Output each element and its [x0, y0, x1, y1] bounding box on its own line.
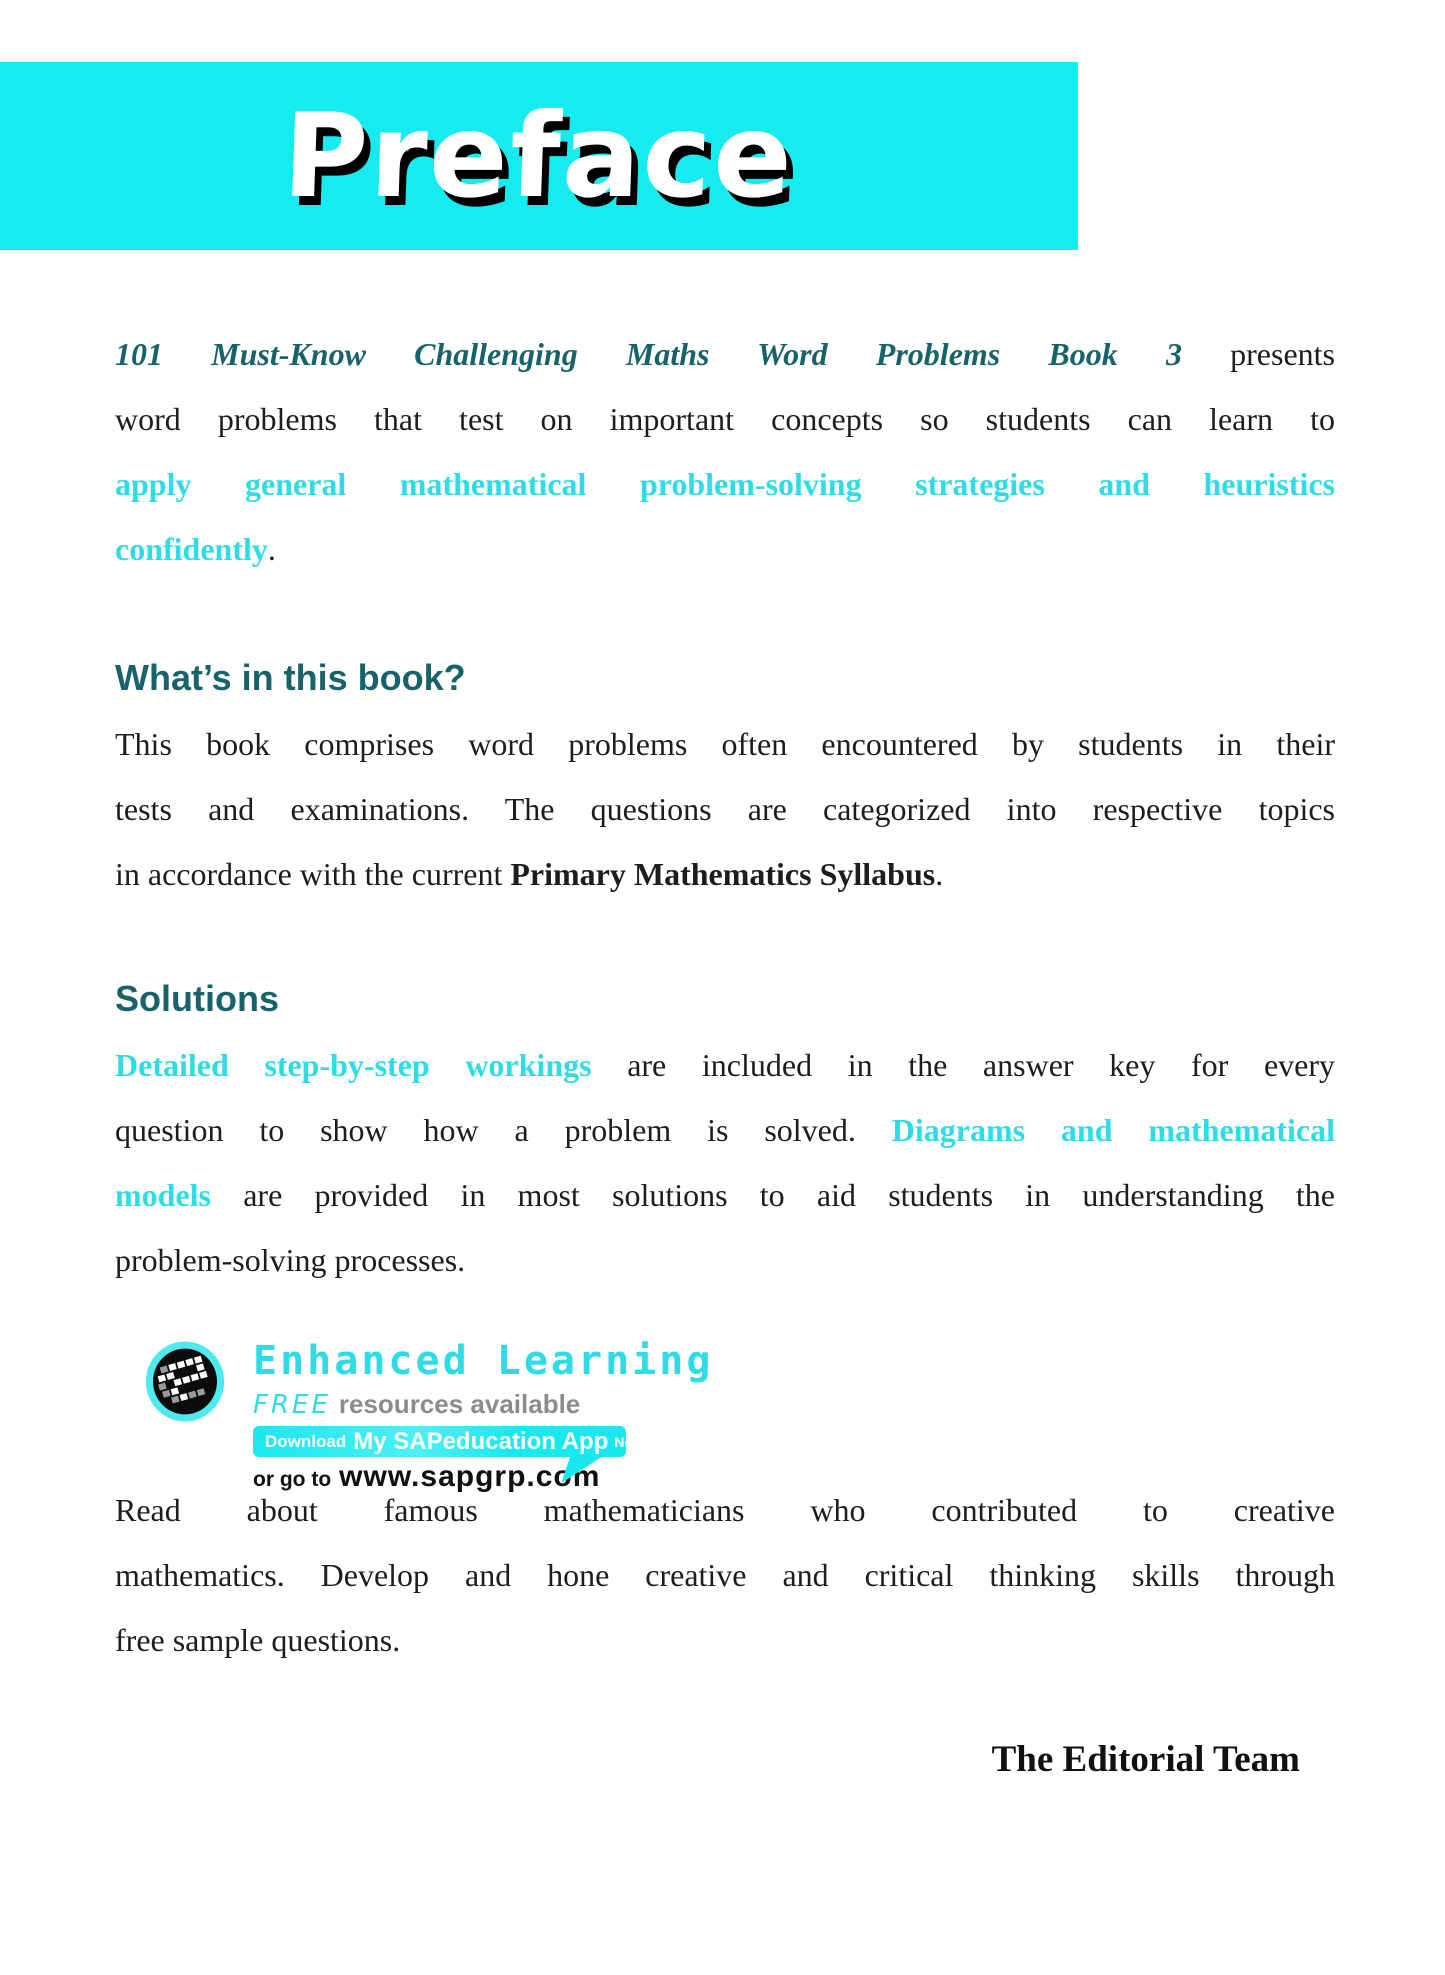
download-app-banner — [253, 1426, 649, 1457]
solutions-paragraph — [115, 1033, 1335, 1293]
outro-line-3-text: free sample questions. — [115, 1622, 401, 1658]
solutions-highlight-2: Diagrams and mathematical — [891, 1112, 1335, 1148]
resources-available-label: resources available — [338, 1389, 581, 1419]
or-go-to-label: or go to — [253, 1468, 332, 1491]
solutions-line-2-prefix: question to show how a problem is solved. — [115, 1112, 892, 1148]
intro-line-2-text: word problems that test on important concepts so students can learn to — [115, 401, 1335, 437]
outro-line-2 — [115, 1543, 1335, 1608]
whats-line-1 — [115, 712, 1335, 777]
book-title: 101 Must-Know Challenging Maths Word Problems Book 3 — [115, 336, 1182, 372]
intro-line-4-rest: . — [267, 531, 276, 567]
whats-line-2 — [115, 777, 1335, 842]
outro-paragraph — [115, 1478, 1335, 1673]
intro-paragraph — [115, 322, 1335, 582]
whats-line-1-text: This book comprises word problems often encountered by students in their — [115, 726, 1335, 762]
solutions-highlight-3: models — [115, 1177, 211, 1213]
solutions-line-1-rest: are included in the answer key for every — [591, 1047, 1336, 1083]
editorial-team-signature: The Editorial Team — [991, 1739, 1300, 1780]
whats-line-3-suffix: . — [935, 856, 944, 892]
preface-banner — [0, 62, 1078, 250]
solutions-line-1 — [115, 1033, 1335, 1098]
free-resources-row — [253, 1389, 713, 1420]
intro-line-4 — [115, 517, 1335, 582]
section-heading-whats-in-this-book: What’s in this book? — [115, 657, 466, 698]
solutions-line-2 — [115, 1098, 1335, 1163]
whats-line-3-prefix: in accordance with the current — [115, 856, 511, 892]
enhanced-learning-block — [145, 1337, 845, 1493]
whats-line-3 — [115, 842, 1335, 907]
solutions-highlight-1: Detailed step-by-step workings — [115, 1047, 592, 1083]
section-heading-solutions: Solutions — [115, 978, 279, 1019]
download-label: Download — [265, 1431, 347, 1451]
outro-line-3 — [115, 1608, 1335, 1673]
solutions-line-3-rest: are provided in most solutions to aid students in understanding the — [211, 1177, 1335, 1213]
now-label: Now! — [614, 1433, 649, 1450]
intro-highlight-2: confidently — [115, 531, 268, 567]
solutions-line-3 — [115, 1163, 1335, 1228]
intro-line-2 — [115, 387, 1335, 452]
solutions-line-4-text: problem-solving processes. — [115, 1242, 466, 1278]
whats-line-2-text: tests and examinations. The questions are categorized into respective topics — [115, 791, 1335, 827]
outro-line-2-text: mathematics. Develop and hone creative and critical thinking skills through — [115, 1557, 1335, 1593]
website-url: www.sapgrp.com — [339, 1460, 601, 1493]
page-title: Preface — [281, 88, 797, 224]
syllabus-name: Primary Mathematics Syllabus — [510, 856, 936, 892]
intro-highlight: apply general mathematical problem-solving strategies and heuristics — [115, 466, 1335, 502]
app-name-label: My SAPeducation App — [353, 1427, 609, 1455]
whats-paragraph — [115, 712, 1335, 907]
outro-line-1-text: Read about famous mathematicians who contributed to creative — [115, 1492, 1335, 1528]
intro-line-1-rest: presents — [1181, 336, 1336, 372]
intro-line-3 — [115, 452, 1335, 517]
solutions-line-4 — [115, 1228, 1335, 1293]
intro-line-1 — [115, 322, 1335, 387]
outro-line-1 — [115, 1478, 1335, 1543]
free-label: FREE — [253, 1390, 331, 1420]
enhanced-learning-title: Enhanced Learning — [253, 1338, 714, 1384]
sap-education-logo-icon — [145, 1339, 225, 1424]
